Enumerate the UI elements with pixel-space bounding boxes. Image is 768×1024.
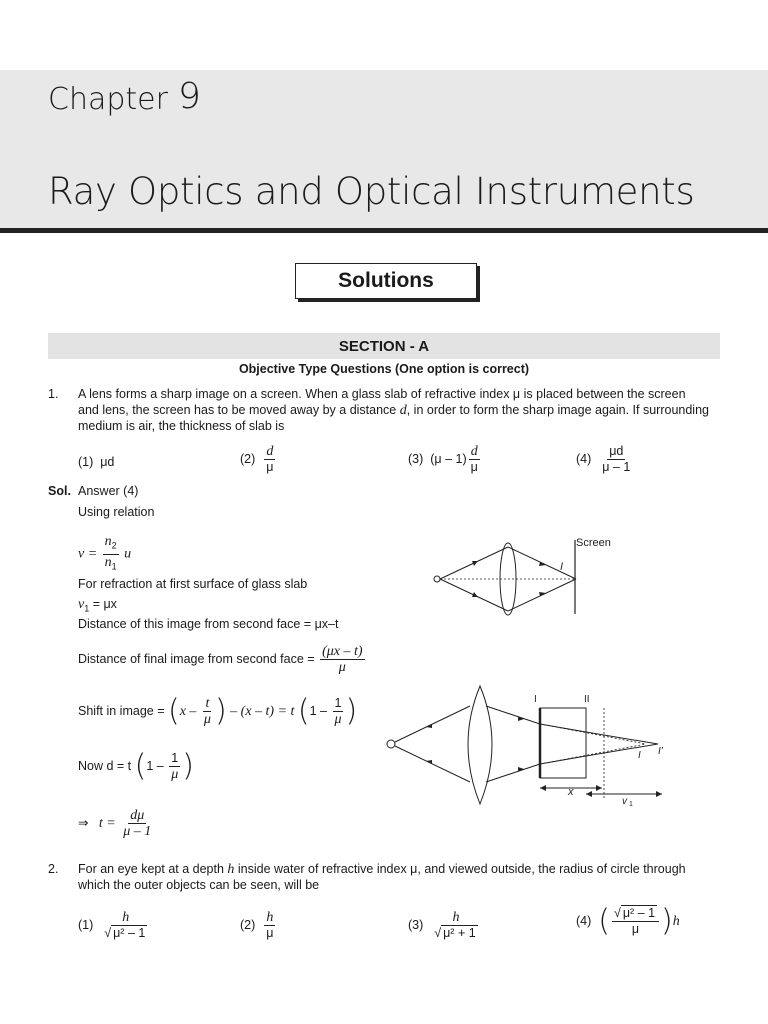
q2-option-2-label: (2) bbox=[240, 917, 256, 932]
shift-label: Shift in image = bbox=[78, 703, 165, 718]
chapter-title: Ray Optics and Optical Instruments bbox=[48, 170, 695, 213]
q2-option-4-den: μ bbox=[631, 922, 640, 936]
face-1-label: I bbox=[534, 694, 537, 705]
now-fraction bbox=[169, 751, 180, 782]
v1-sub: 1 bbox=[84, 603, 90, 614]
q2-text-line2: which the outer objects can be seen, will be bbox=[78, 878, 320, 892]
ray2-lower-1 bbox=[395, 746, 470, 782]
q2-option-3-den: √ μ² + 1 bbox=[434, 926, 476, 940]
q2-option-1-num: h bbox=[122, 910, 130, 925]
q2-number: 2. bbox=[48, 862, 59, 876]
solutions-heading: Solutions bbox=[338, 269, 434, 292]
q2-option-1 bbox=[78, 910, 151, 941]
relation-den-var: n bbox=[104, 554, 112, 570]
q1-option-2-label: (2) bbox=[240, 451, 256, 466]
q2-option-3-fraction bbox=[432, 910, 479, 941]
face-2-label: II bbox=[584, 694, 590, 705]
q2-option-3-num: h bbox=[452, 910, 460, 925]
q2-option-4-label: (4) bbox=[576, 913, 592, 928]
q2-option-1-label: (1) bbox=[78, 917, 94, 932]
q2-option-4-rhs: h bbox=[672, 913, 680, 929]
paren-open-2: ( bbox=[297, 693, 310, 729]
q2-option-3 bbox=[408, 910, 482, 941]
q1-option-4-den: μ – 1 bbox=[602, 460, 631, 474]
q1-option-1 bbox=[78, 454, 114, 470]
x-arrow-left bbox=[540, 785, 546, 791]
ray2-slab-lower bbox=[540, 756, 586, 764]
therefore-symbol: ⇒ bbox=[78, 815, 89, 830]
image-label: I bbox=[560, 561, 564, 573]
q2-option-2-fraction bbox=[264, 910, 275, 941]
ray2-out-upper bbox=[586, 732, 658, 744]
q2-option-1-fraction bbox=[102, 910, 149, 941]
q1-option-2-fraction bbox=[264, 444, 275, 475]
v1-lhs: v bbox=[78, 597, 85, 612]
convex-lens-2 bbox=[468, 686, 492, 804]
q1-option-4-fraction bbox=[600, 444, 632, 475]
distance-final-label: Distance of final image from second face = bbox=[78, 651, 315, 666]
v1-arrow-left bbox=[586, 791, 592, 797]
v1-sub-label: 1 bbox=[629, 801, 633, 808]
shift-den: μ bbox=[203, 712, 211, 727]
q1-option-4-label: (4) bbox=[576, 451, 592, 466]
q2-option-4-fraction bbox=[612, 906, 659, 937]
q1-option-4 bbox=[576, 444, 634, 475]
t-den: μ – 1 bbox=[123, 824, 152, 839]
q1-text-line3: medium is air, the thickness of slab is bbox=[78, 419, 285, 433]
q1-text-line1: A lens forms a sharp image on a screen. When a glass slab of refractive index μ is placed between the screen bbox=[78, 387, 686, 401]
q2-option-4 bbox=[576, 903, 680, 939]
t-num: dμ bbox=[130, 808, 145, 823]
q2-text-line1 bbox=[78, 861, 686, 878]
q2-option-3-label: (3) bbox=[408, 917, 424, 932]
now-equation bbox=[78, 748, 194, 784]
shift-one: 1 – bbox=[309, 703, 328, 718]
relation-den bbox=[103, 555, 119, 575]
distance-final-image bbox=[78, 644, 367, 675]
q1-number: 1. bbox=[48, 387, 59, 401]
now-num: 1 bbox=[171, 751, 179, 765]
shift-num: t bbox=[205, 696, 210, 711]
q2-option-4-num: √ μ² – 1 bbox=[612, 906, 659, 922]
x-arrow-right bbox=[596, 785, 602, 791]
q1-text-line2-a: and lens, the screen has to be moved away by a distance bbox=[78, 403, 400, 417]
screen-label: Screen bbox=[576, 537, 611, 549]
q2-var-h: h bbox=[227, 862, 235, 877]
q2-option-1-den-radicand: μ² – 1 bbox=[113, 926, 146, 940]
q2-text-line1-a: For an eye kept at a depth bbox=[78, 862, 228, 876]
relation-fraction bbox=[103, 534, 119, 574]
relation-lhs: v = bbox=[78, 546, 98, 562]
shift-num-2: 1 bbox=[334, 696, 342, 710]
distance-first-image: Distance of this image from second face = μx–t bbox=[78, 617, 339, 631]
q2-text-line1-b: inside water of refractive index μ, and viewed outside, the radius of circle through bbox=[234, 862, 686, 876]
q2-paren-close: ) bbox=[661, 903, 673, 939]
lens-slab-diagram bbox=[382, 682, 682, 810]
q2-option-1-den: √ μ² – 1 bbox=[104, 926, 146, 940]
relation-num-var: n bbox=[104, 534, 112, 549]
paren-close-3: ) bbox=[182, 748, 194, 784]
q1-option-3-prefix: (μ – 1) bbox=[430, 451, 467, 466]
paren-close-2: ) bbox=[345, 693, 358, 729]
shift-fraction-2 bbox=[333, 696, 344, 727]
ray2-lower-2 bbox=[486, 764, 540, 782]
q1-option-1-label: (1) bbox=[78, 455, 94, 469]
now-one: 1 – bbox=[146, 758, 164, 773]
ray2-upper-1 bbox=[395, 706, 470, 742]
t-equation bbox=[78, 808, 155, 839]
distance-final-fraction bbox=[320, 644, 364, 675]
q1-option-3 bbox=[408, 444, 482, 475]
q2-option-3-den-radicand: μ² + 1 bbox=[443, 926, 476, 940]
now-label: Now d = t bbox=[78, 758, 132, 773]
paren-open: ( bbox=[168, 693, 180, 729]
relation-num-sub: 2 bbox=[111, 540, 117, 551]
q1-text-line2-b: , in order to form the sharp image again. If surrounding bbox=[406, 403, 709, 417]
solution-answer: Answer (4) bbox=[78, 484, 139, 498]
q2-option-2-num: h bbox=[266, 910, 274, 925]
q1-option-3-den: μ bbox=[470, 460, 478, 474]
ray2-upper-2 bbox=[486, 706, 540, 724]
q1-option-3-fraction bbox=[469, 444, 480, 475]
q1-option-3-num: d bbox=[470, 444, 478, 459]
relation-num bbox=[103, 534, 119, 555]
distance-final-num: (μx – t) bbox=[322, 644, 363, 659]
q2-option-4-num-radicand: μ² – 1 bbox=[622, 906, 656, 920]
v1-rhs: = μx bbox=[89, 597, 117, 611]
q1-option-4-num: μd bbox=[609, 444, 624, 458]
shift-den-2: μ bbox=[334, 712, 342, 727]
image-label-2: I bbox=[638, 750, 641, 761]
v1-arrow-right bbox=[656, 791, 662, 797]
q1-var-d: d bbox=[399, 403, 407, 418]
shift-x: x – bbox=[179, 703, 197, 719]
v1-label: v bbox=[622, 796, 627, 807]
shift-fraction bbox=[202, 696, 213, 727]
q1-option-2 bbox=[240, 444, 277, 475]
q2-option-2 bbox=[240, 910, 277, 941]
q1-option-3-label: (3) bbox=[408, 451, 424, 466]
shift-mid: – (x – t) = t bbox=[230, 703, 295, 719]
lens-screen-diagram bbox=[428, 532, 628, 618]
object-point bbox=[434, 576, 440, 582]
image-label-3: I' bbox=[658, 746, 663, 757]
arrow2-1 bbox=[426, 724, 432, 728]
q2-paren-open: ( bbox=[598, 903, 610, 939]
ray2-dashed-lower bbox=[540, 744, 646, 764]
first-surface-text: For refraction at first surface of glass slab bbox=[78, 577, 308, 591]
x-label: x bbox=[568, 786, 574, 798]
arrow2-2 bbox=[426, 760, 432, 764]
ray2-dashed-upper bbox=[540, 724, 646, 744]
section-subtitle: Objective Type Questions (One option is correct) bbox=[238, 362, 530, 376]
paren-close: ) bbox=[214, 693, 227, 729]
glass-slab bbox=[540, 708, 586, 778]
section-band bbox=[48, 333, 720, 359]
t-lhs: t = bbox=[98, 815, 116, 831]
ray2-out-lower bbox=[586, 744, 658, 756]
relation-den-sub: 1 bbox=[111, 561, 117, 571]
q2-option-2-den: μ bbox=[266, 926, 274, 940]
q1-option-2-den: μ bbox=[266, 460, 274, 474]
now-den: μ bbox=[171, 767, 179, 782]
chapter-number: 9 bbox=[178, 76, 201, 117]
relation-formula bbox=[78, 534, 131, 574]
solution-label: Sol. bbox=[48, 484, 71, 498]
t-fraction bbox=[121, 808, 153, 839]
chapter-label: Chapter bbox=[48, 82, 168, 117]
paren-open-3: ( bbox=[134, 748, 147, 784]
distance-final-den: μ bbox=[338, 660, 346, 675]
ray2-slab-upper bbox=[540, 724, 586, 732]
section-title: SECTION - A bbox=[338, 337, 430, 355]
v1-equation bbox=[78, 596, 117, 617]
solutions-heading-box bbox=[295, 263, 477, 299]
q1-option-1-value: μd bbox=[100, 455, 115, 469]
q1-text-line2 bbox=[78, 402, 709, 419]
relation-rhs: u bbox=[124, 546, 132, 562]
object-point-2 bbox=[387, 740, 395, 748]
solution-using-relation: Using relation bbox=[78, 505, 155, 519]
shift-equation bbox=[78, 693, 358, 729]
q1-option-2-num: d bbox=[266, 444, 274, 459]
